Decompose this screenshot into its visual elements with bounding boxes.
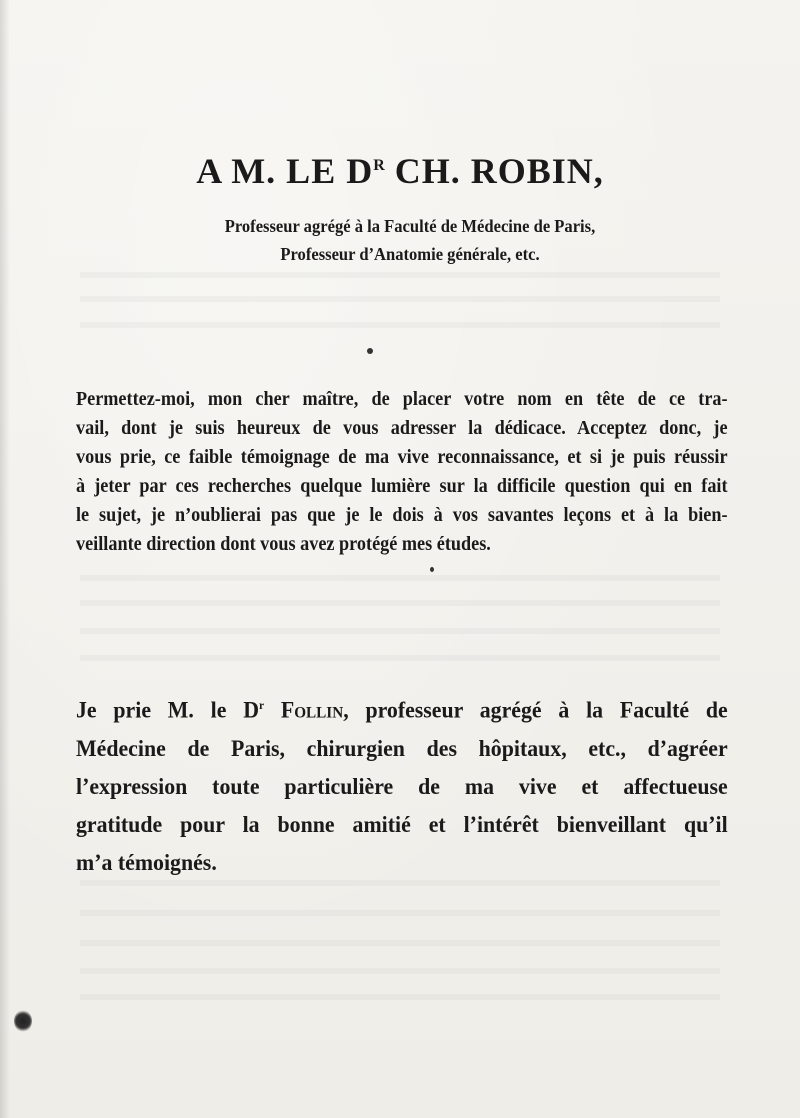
ornament-dot [430, 567, 434, 572]
ink-blot [14, 1010, 32, 1032]
bleed-through-line [80, 940, 720, 946]
title-superscript: R [373, 157, 385, 174]
acknowledgement-line: m’a témoignés. [76, 849, 217, 875]
dedication-line: Permettez-moi, mon cher maître, de placer votre nom en tête de ce tra- [76, 388, 728, 410]
acknowledgement-line: gratitude pour la bonne amitié et l’intérêt bienveillant qu’il [76, 811, 728, 837]
bleed-through-line [80, 322, 720, 328]
ack-superscript: r [259, 698, 265, 712]
ack-prefix: Je prie M. le D [76, 697, 260, 723]
bleed-through-line [80, 994, 720, 1000]
bleed-through-line [80, 655, 720, 661]
dedication-paragraph [76, 385, 728, 559]
acknowledgement-paragraph [76, 686, 728, 882]
dedication-line: vous prie, ce faible témoignage de ma vive reconnaissance, et si je puis réussir [76, 446, 728, 468]
subtitle-line-2: Professeur d’Anatomie générale, etc. [280, 244, 540, 264]
dedication-line: le sujet, je n’oublierai pas que je le dois à vos savantes leçons et à la bien- [76, 504, 728, 526]
title-prefix: A M. LE D [196, 151, 374, 191]
bleed-through-line [80, 575, 720, 581]
ack-suffix: , professeur agrégé à la Faculté de [343, 697, 728, 723]
acknowledgement-line-1 [76, 686, 728, 730]
subtitle-line-1: Professeur agrégé à la Faculté de Médecine de Paris, [224, 216, 596, 236]
bleed-through-line [80, 272, 720, 278]
bleed-through-line [80, 600, 720, 606]
bleed-through-line [80, 968, 720, 974]
ack-name: Follin [280, 697, 344, 723]
bleed-through-line [80, 296, 720, 302]
dedication-title [0, 150, 800, 192]
acknowledgement-line: l’expression toute particulière de ma vive et affectueuse [76, 773, 728, 799]
bleed-through-line [80, 628, 720, 634]
dedication-line: vail, dont je suis heureux de vous adresser la dédicace. Acceptez donc, je [76, 417, 728, 439]
dedication-line: à jeter par ces recherches quelque lumière sur la difficile question qui en fait [76, 475, 728, 497]
acknowledgement-line: Médecine de Paris, chirurgien des hôpitaux, etc., d’agréer [76, 735, 728, 761]
dedication-line: veillante direction dont vous avez protégé mes études. [76, 533, 491, 555]
title-suffix: CH. ROBIN, [384, 151, 604, 191]
bleed-through-line [80, 910, 720, 916]
ornament-dot [367, 348, 373, 354]
